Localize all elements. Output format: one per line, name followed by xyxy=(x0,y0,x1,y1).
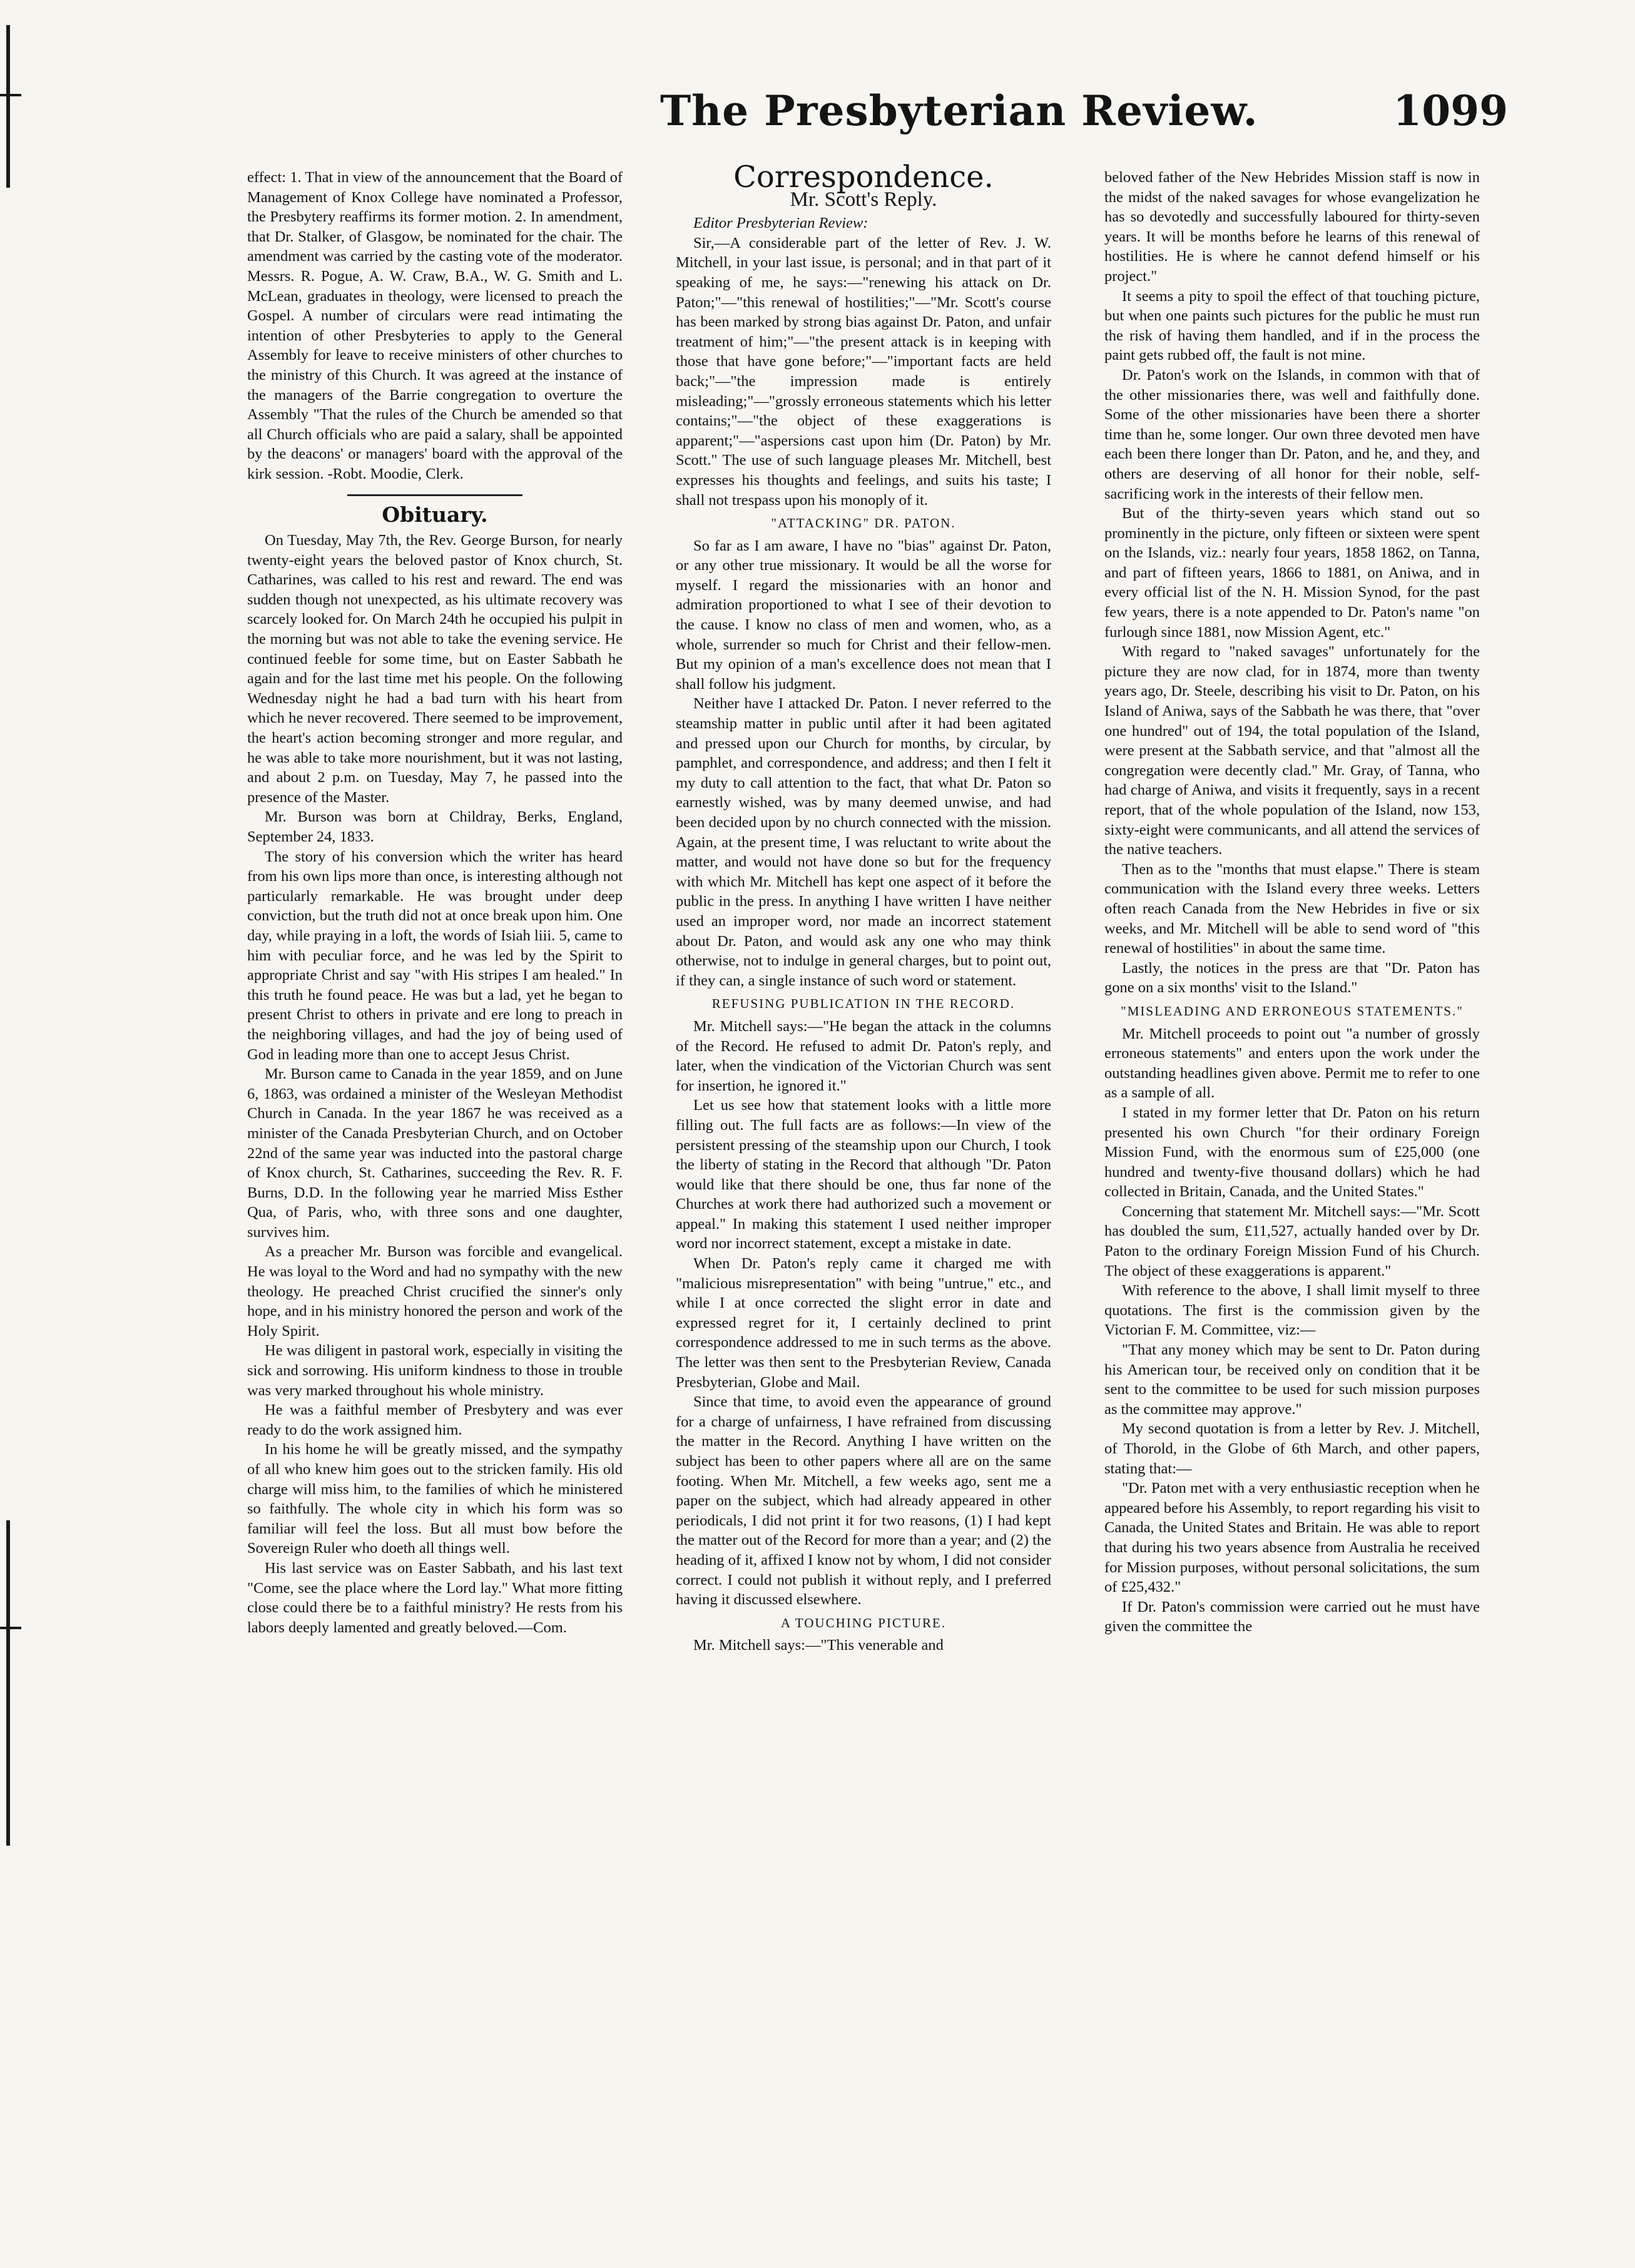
column-1 xyxy=(247,168,623,1637)
letter-paragraph: It seems a pity to spoil the effect of that touching picture, but when one paints such pictures for the public he must run the risk of having them handled, and if in the process the paint gets rubbed off, the fault is not mine. xyxy=(1104,287,1480,364)
binding-gutter xyxy=(0,0,38,2268)
letter-paragraph: With regard to "naked savages" unfortunately for the picture they are now clad, for in 1874, more than twenty years ago, Dr. Steele, describing his visit to Dr. Paton, on his Island of Aniwa, says of the Sabbath he was there, that "over one hundred" out of 194, the total population of the Island, were present at the Sabbath service, and that "almost all the congregation were decently clad." Mr. Gray, of Tanna, who had charge of Aniwa, and visits it frequently, says in a recent report, that of the whole population of the Island, now 153, sixty-eight were communicants, and all attend the services of the native teachers. xyxy=(1104,643,1480,858)
letter-paragraph: If Dr. Paton's commission were carried out he must have given the committee the xyxy=(1104,1598,1480,1635)
correspondence-title: Correspondence. xyxy=(733,160,994,195)
page-number: 1099 xyxy=(1393,86,1508,135)
gutter-rule-bottom xyxy=(6,1520,10,1846)
journal-title: The Presbyterian Review. xyxy=(660,86,1258,135)
obituary-paragraph: As a preacher Mr. Burson was forcible and evangelical. He was loyal to the Word and had no sympathy with the new theology. He preached Christ crucified the sinner's only hope, and in his ministry honored the person and work of the Holy Spirit. xyxy=(247,1243,623,1340)
page-header xyxy=(247,86,1520,149)
subhead-refusing: REFUSING PUBLICATION IN THE RECORD. xyxy=(711,996,1016,1012)
obituary-paragraph: He was a faithful member of Presbytery and was ever ready to do the work assigned him. xyxy=(247,1401,623,1438)
letter-title: Mr. Scott's Reply. xyxy=(790,188,937,211)
gutter-tick-top xyxy=(0,94,21,96)
obituary-paragraph: In his home he will be greatly missed, and the sympathy of all who knew him goes out to the stricken family. His old charge will miss him, to the families of which he ministered so faithfully. The whole city in which his form was so familiar will feel the loss. But all must bow before the Sovereign Ruler who doeth all things well. xyxy=(247,1441,623,1557)
letter-paragraph: "Dr. Paton met with a very enthusiastic reception when he appeared before his Assembly, to report regarding his visit to Canada, the United States and Britain. He was able to report that during his two years absence from Australia he received for Mission purposes, without personal solicitations, the sum of £25,432." xyxy=(1104,1480,1480,1596)
obituary-title: Obituary. xyxy=(382,502,488,527)
obituary-paragraph: His last service was on Easter Sabbath, and his last text "Come, see the place where the Lord lay." What more fitting close could there be to a faithful ministry? He rests from his labors deeply lamented and greatly beloved.—Com. xyxy=(247,1559,623,1636)
subhead-misleading: "MISLEADING AND ERRONEOUS STATEMENTS." xyxy=(1121,1003,1464,1019)
presbytery-report: effect: 1. That in view of the announcement that the Board of Management of Knox College have nominated a Professor, the Presbytery reaffirms its former motion. 2. In amendment, that Dr. Stalker, of Glasgow, be nominated for the chair. The amendment was carried by the casting vote of the moderator. Messrs. R. Pogue, A. W. Craw, B.A., W. G. Smith and L. McLean, graduates in theology, were licensed to preach the Gospel. A number of circulars were read intimating the intention of other Presbyteries to apply to the General Assembly for leave to receive ministers of other churches to the ministry of this Church. It was agreed at the instance of the managers of the Barrie congregation to overture the Assembly "That the rules of the Church be amended so that all Church officials who are paid a salary, shall be appointed by the deacons' or managers' board with the approval of the kirk session. -Robt. Moodie, Clerk. xyxy=(247,169,623,482)
gutter-rule-top xyxy=(6,25,10,188)
letter-paragraph: Then as to the "months that must elapse." There is steam communication with the Island every three weeks. Letters often reach Canada from the New Hebrides in five or six weeks, and Mr. Mitchell will be able to send word of "this renewal of hostilities" in about the same time. xyxy=(1104,860,1480,957)
letter-intro: Sir,—A considerable part of the letter of Rev. J. W. Mitchell, in your last issue, is personal; and in that part of it speaking of me, he says:—"renewing his attack on Dr. Paton;"—"this renewal of hostilities;"—"Mr. Scott's course has been marked by strong bias against Dr. Paton, and unfair treatment of him;"—"the present attack is in keeping with those that have gone before;"—"important facts are held back;"—"the impression made is entirely misleading;"—"grossly erroneous statements which his letter contains;"—"the object of these exaggerations is apparent;"—"aspersions cast upon him (Dr. Paton) by Mr. Scott." The use of such language pleases Mr. Mitchell, best expresses his thoughts and feelings, and suits his taste; I shall not trespass upon his monoply of it. xyxy=(676,234,1051,509)
obituary-paragraph: On Tuesday, May 7th, the Rev. George Burson, for nearly twenty-eight years the beloved pastor of Knox church, St. Catharines, was called to his rest and reward. The end was sudden though not unexpected, as his ultimate recovery was scarcely looked for. On March 24th he occupied his pulpit in the morning but was not able to take the evening service. He continued feeble for some time, but on Easter Sabbath he again and for the last time met his people. On the following Wednesday night he had a bad turn with his heart from which he never recovered. There seemed to be improvement, the heart's action becoming stronger and more regular, and he was able to take more nourishment, but it was not lasting, and about 2 p.m. on Tuesday, May 7, he passed into the presence of the Master. xyxy=(247,532,623,806)
gutter-tick-bottom xyxy=(0,1627,21,1629)
letter-paragraph: Mr. Mitchell proceeds to point out "a number of grossly erroneous statements" and enters upon the work under the outstanding headlines given above. Permit me to refer to one as a sample of all. xyxy=(1104,1025,1480,1102)
letter-paragraph: Neither have I attacked Dr. Paton. I never referred to the steamship matter in public until after it had been agitated and pressed upon our Church for months, by circular, by pamphlet, and correspondence, and address; and then I felt it my duty to call attention to the fact, that what Dr. Paton so earnestly wished, was by many deemed unwise, and had been decided upon by no church connected with the mission. Again, at the present time, I was reluctant to write about the matter, and would not have done so but for the frequency with which Mr. Mitchell has kept one aspect of it before the public in the press. In anything I have written I have neither used an improper word, nor made an incorrect statement about Dr. Paton, and would ask any one who may think otherwise, not to indulge in general charges, but to point out, if they can, a single instance of such word or statement. xyxy=(676,695,1051,989)
column-3 xyxy=(1104,168,1480,1637)
obituary-paragraph: Mr. Burson was born at Childray, Berks, England, September 24, 1833. xyxy=(247,808,623,845)
letter-paragraph: Let us see how that statement looks with a little more filling out. The full facts are as follows:—In view of the persistent pressing of the steamship upon our Church, I took the liberty of stating in the Record that although "Dr. Paton would like that there should be one, thus far none of the Churches at work there had authorized such a movement or appeal." In making this statement I used neither improper word nor incorrect statement, except a mistake in date. xyxy=(676,1097,1051,1253)
section-divider xyxy=(347,494,522,496)
letter-paragraph: Dr. Paton's work on the Islands, in common with that of the other missionaries there, was well and faithfully done. Some of the other missionaries have been there a shorter time than he, some longer. Our own three devoted men have each been there longer than Dr. Paton, and he, and they, and others are deserving of all honor for their noble, self-sacrificing work in the interests of their fellow men. xyxy=(1104,366,1480,502)
obituary-paragraph: Mr. Burson came to Canada in the year 1859, and on June 6, 1863, was ordained a minister of the Wesleyan Methodist Church in Canada. In the year 1867 he was received as a minister of the Canada Presbyterian Church, and on October 22nd of the same year was inducted into the pastoral charge of Knox church, St. Catharines, succeeding the Rev. R. F. Burns, D.D. In the following year he married Miss Esther Qua, of Paris, who, with three sons and one daughter, survives him. xyxy=(247,1065,623,1241)
obituary-paragraph: The story of his conversion which the writer has heard from his own lips more than once, is interesting although not particularly remarkable. He was brought under deep conviction, but the truth did not at once break upon him. One day, while praying in a loft, the words of Isiah liii. 5, came to him with peculiar force, and he was led by the Spirit to appropriate Christ and say "with His stripes I am healed." In this truth he found peace. He was but a lad, yet he began to present Christ to others in private and ere long to preach in the neighboring villages, and had the joy of being used of God in leading more than one to accept Jesus Christ. xyxy=(247,848,623,1063)
letter-paragraph: Lastly, the notices in the press are that "Dr. Paton has gone on a six months' visit to the Island." xyxy=(1104,959,1480,997)
letter-paragraph: Mr. Mitchell says:—"This venerable and xyxy=(693,1637,944,1654)
column-2 xyxy=(676,160,1051,1655)
subhead-touching: A TOUCHING PICTURE. xyxy=(780,1615,947,1630)
letter-paragraph: Since that time, to avoid even the appearance of ground for a charge of unfairness, I have refrained from discussing the matter in the Record. Anything I have written on the subject has been to other papers where all are on the same footing. When Mr. Mitchell, a few weeks ago, sent me a paper on the subject, which had already appeared in other periodicals, I did not print it for two reasons, (1) I had kept the matter out of the Record for more than a year; and (2) the heading of it, affixed I know not by whom, I did not consider correct. I could not publish it without reply, and I preferred having it discussed elsewhere. xyxy=(676,1393,1051,1609)
letter-paragraph: With reference to the above, I shall limit myself to three quotations. The first is the commission given by the Victorian F. M. Committee, viz:— xyxy=(1104,1282,1480,1339)
letter-paragraph: "That any money which may be sent to Dr. Paton during his American tour, be received only on condition that it be sent to the committee to be used for such mission purposes as the committee may approve." xyxy=(1104,1341,1480,1418)
subhead-attacking: "ATTACKING" DR. PATON. xyxy=(771,516,956,531)
letter-paragraph: So far as I am aware, I have no "bias" against Dr. Paton, or any other true missionary. It would be all the worse for myself. I regard the missionaries with an honor and admiration proportioned to what I see of their devotion to the cause. I know no class of men and women, who, as a whole, surrender so much for Christ and their fellow-men. But my opinion of a man's excellence does not mean that I shall follow his judgment. xyxy=(676,537,1051,693)
letter-paragraph: Mr. Mitchell says:—"He began the attack in the columns of the Record. He refused to admit Dr. Paton's reply, and later, when the vindication of the Victorian Church was sent for insertion, he ignored it." xyxy=(676,1017,1051,1094)
letter-paragraph: When Dr. Paton's reply came it charged me with "malicious misrepresentation" with being "untrue," etc., and while I at once corrected the slight error in date and expressed regret for it, I certainly declined to print correspondence addressed to me in such terms as the above. The letter was then sent to the Presbyterian Review, Canada Presbyterian, Globe and Mail. xyxy=(676,1255,1051,1391)
letter-paragraph: beloved father of the New Hebrides Mission staff is now in the midst of the naked savages for whose evangelization he has so devotedly and successfully laboured for thirty-seven years. It will be months before he learns of this renewal of hostilities. He is where he cannot defend himself or his project." xyxy=(1104,169,1480,285)
letter-paragraph: But of the thirty-seven years which stand out so prominently in the picture, only fifteen or sixteen were spent on the Islands, viz.: nearly four years, 1858 1862, on Tanna, and part of fifteen years, 1866 to 1881, on Aniwa, and in every official list of the N. H. Mission Synod, for the past few years, there is a note appended to Dr. Paton's name "on furlough since 1881, now Mission Agent, etc." xyxy=(1104,505,1480,641)
letter-paragraph: I stated in my former letter that Dr. Paton on his return presented his own Church "for their ordinary Foreign Mission Fund, with the enormous sum of £25,000 (one hundred and twenty-five thousand dollars) which he had collected in Britain, Canada, and the United States." xyxy=(1104,1104,1480,1201)
letter-paragraph: My second quotation is from a letter by Rev. J. Mitchell, of Thorold, in the Globe of 6th March, and other papers, stating that:— xyxy=(1104,1420,1480,1477)
editor-salutation: Editor Presbyterian Review: xyxy=(693,215,868,232)
obituary-paragraph: He was diligent in pastoral work, especially in visiting the sick and sorrowing. His uniform kindness to those in trouble was very marked throughout his whole ministry. xyxy=(247,1342,623,1399)
letter-paragraph: Concerning that statement Mr. Mitchell says:—"Mr. Scott has doubled the sum, £11,527, actually handed over by Dr. Paton to the ordinary Foreign Mission Fund of his Church. The object of these exaggerations is apparent." xyxy=(1104,1203,1480,1279)
